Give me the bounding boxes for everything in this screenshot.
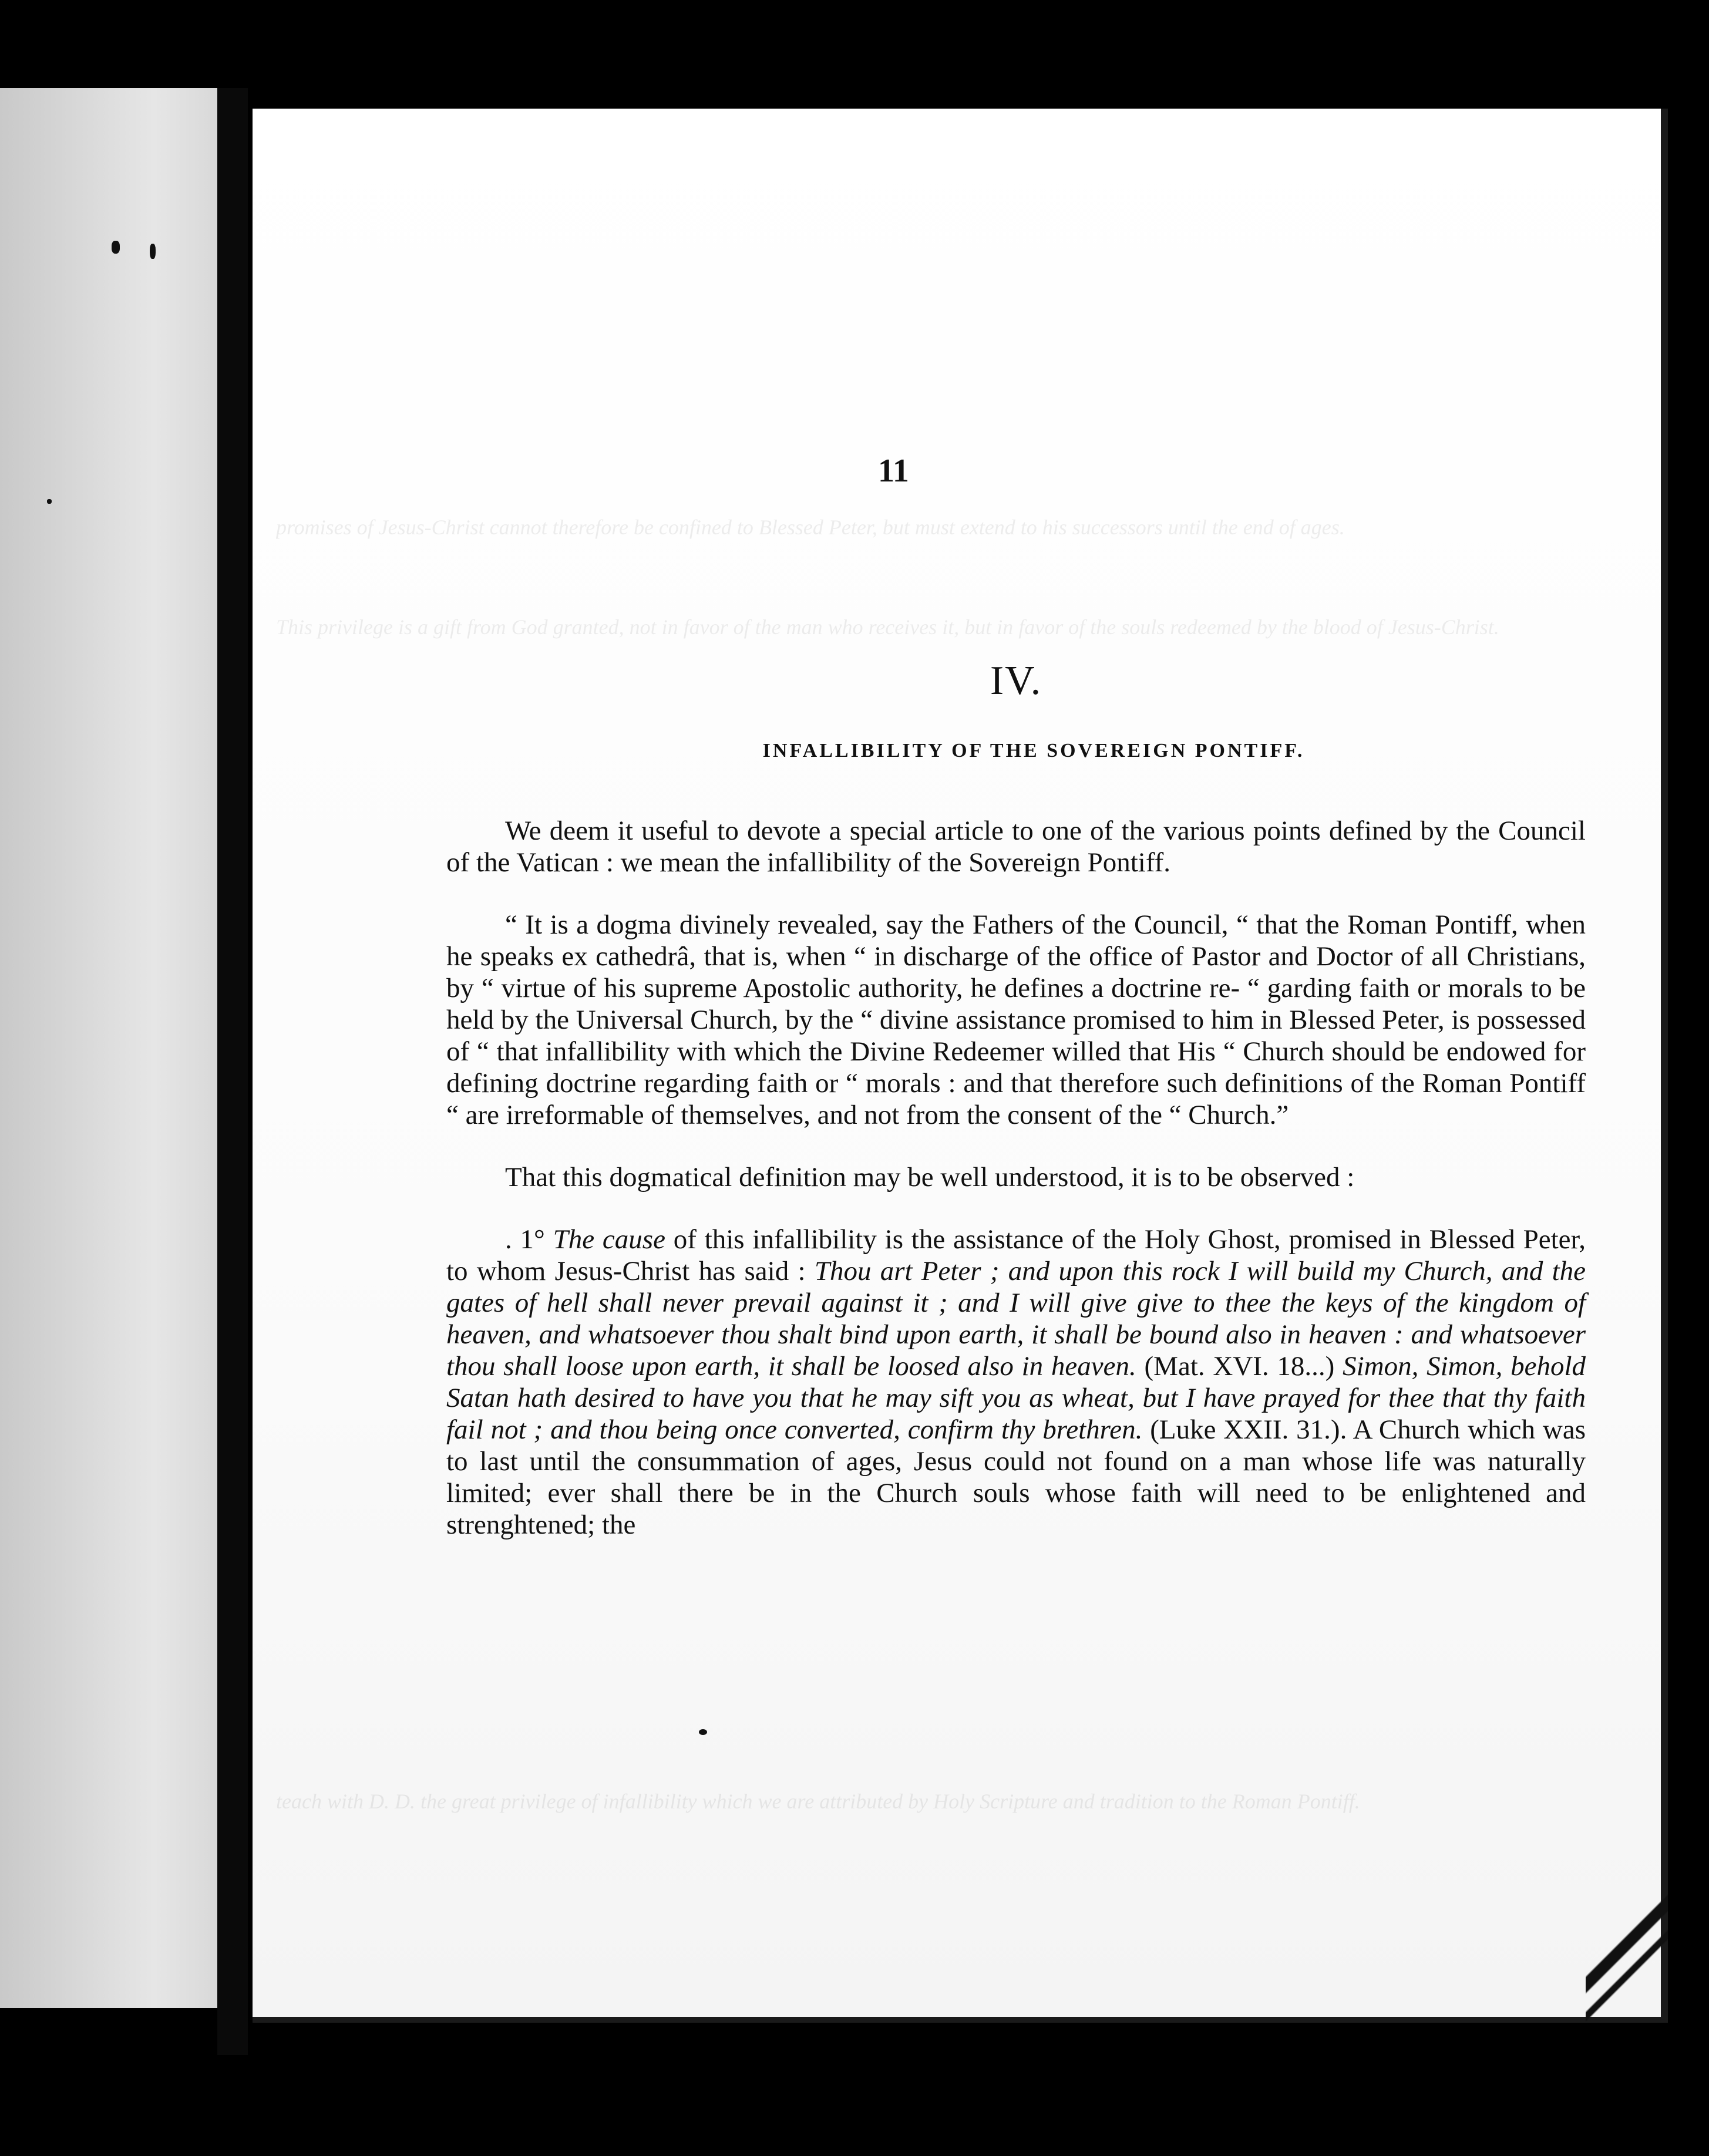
section-title: INFALLIBILITY OF THE SOVEREIGN PONTIFF. xyxy=(762,740,1305,762)
page-corner-curl xyxy=(1586,1870,1668,2023)
scripture-quote-matthew: Thou art Peter ; and upon this rock I will build my Church, and the gates of hell shall never prevail against it ; and I will give give to thee the keys of the kingdom of heaven, and whatsoever thou shalt bind upon earth, it shall be bound also in heaven : and whatsoever thou shall loose upon earth, it shall be loosed also in heaven. xyxy=(446,1256,1586,1382)
page-body xyxy=(446,461,1586,1571)
book-gutter xyxy=(217,88,248,2055)
show-through-text: teach with D. D. the great privilege of infallibility which we are attributed by Holy Scripture and tradition to the Roman Pontiff. xyxy=(276,1790,1360,1813)
ink-dot xyxy=(699,1729,707,1735)
paragraph-definition xyxy=(446,1161,1586,1193)
paragraph-dogma-text: “ It is a dogma divinely revealed, say the Fathers of the Council, “ that the Roman Pontiff, when he speaks ex cathedrâ, that is, when “ in discharge of the office of Pastor and Doctor of all Christians, by “ virtue of his supreme Apostolic authority, he defines a doctrine re- “ garding faith or morals to be held by the Universal Church, by the “ divine assistance promised to him in Blessed Peter, is possessed of “ that infallibility with which the Divine Redeemer willed that His “ Church should be endowed for defining doctrine regarding faith or “ morals : and that therefore such definitions of the Roman Pontiff “ are irreformable of themselves, and not from the consent of the “ Church.” xyxy=(446,909,1586,1130)
cause-text-b: A Church which was to last until the consummation of ages, Jesus could not found on a man whose life was naturally limited; ever shall there be in the Church souls whose faith will need to be enlightened and strenghtened; the xyxy=(446,1414,1586,1540)
reference-luke: (Luke XXII. 31.). xyxy=(1150,1414,1347,1445)
cause-lead: . 1° xyxy=(505,1224,545,1255)
paragraph-definition-text: That this dogmatical definition may be well understood, it is to be observed : xyxy=(505,1162,1355,1192)
paragraph-intro xyxy=(446,815,1586,878)
show-through-text: promises of Jesus-Christ cannot therefore be confined to Blessed Peter, but must extend to his successors until the end of ages. xyxy=(276,516,1345,539)
paragraph-cause xyxy=(446,1224,1586,1541)
ink-speck xyxy=(112,241,120,254)
section-numeral: IV. xyxy=(990,658,1042,703)
ink-speck xyxy=(47,499,52,504)
scripture-quote-luke: Simon, Simon, behold Satan hath desired to have you that he may sift you as wheat, but I have prayed for thee that thy faith fail not ; and thou being once converted, confirm thy brethren. xyxy=(446,1351,1586,1445)
paragraph-intro-text: We deem it useful to devote a special article to one of the various points defined by the Council of the Vatican : we mean the infallibility of the Sovereign Pontiff. xyxy=(446,816,1586,878)
cause-term: The cause xyxy=(553,1224,665,1255)
previous-page-edge xyxy=(0,88,220,2008)
paragraph-dogma-quote xyxy=(446,909,1586,1131)
reference-matthew: (Mat. XVI. 18...) xyxy=(1144,1351,1335,1382)
page-number: 11 xyxy=(878,453,909,489)
scanned-page xyxy=(253,109,1668,2023)
cause-text-a: of this infallibility is the assistance of the Holy Ghost, promised in Blessed Peter, to whom Jesus-Christ has said : xyxy=(446,1224,1586,1286)
show-through-text: This privilege is a gift from God granted, not in favor of the man who receives it, but in favor of the souls redeemed by the blood of Jesus-Christ. xyxy=(276,615,1499,639)
ink-speck xyxy=(150,244,156,259)
